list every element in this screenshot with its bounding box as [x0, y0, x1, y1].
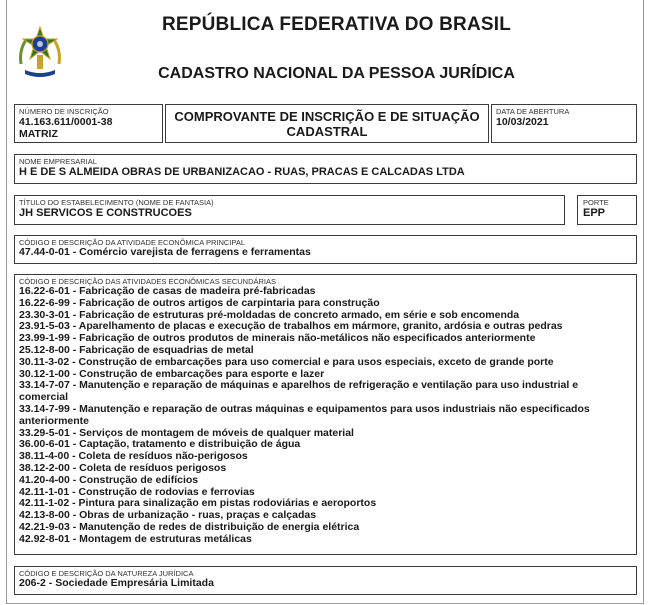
activity-code: 42.21-9-03 — [19, 520, 70, 533]
activity-code: 23.91-5-03 — [19, 320, 70, 333]
atividade-principal-box — [14, 235, 637, 264]
activity-desc: - Aparelhamento de placas e execução de trabalhos em mármore, granito, ardósia e outras pedras — [69, 320, 563, 333]
activity-code: 42.92-8-01 — [19, 532, 70, 545]
atividade-principal-desc: - Comércio varejista de ferragens e ferramentas — [69, 246, 311, 258]
porte-label: PORTE — [583, 198, 609, 207]
activity-desc: - Captação, tratamento e distribuição de água — [69, 438, 301, 451]
activity-code: 30.12-1-00 — [19, 367, 70, 380]
abertura-label: DATA DE ABERTURA — [496, 107, 570, 116]
natureza-juridica-desc: - Sociedade Empresária Limitada — [45, 577, 214, 589]
atividades-secundarias-list — [19, 286, 636, 546]
activity-desc: - Coleta de resíduos não-perigosos — [69, 450, 248, 463]
abertura-box — [491, 104, 637, 143]
natureza-juridica-box — [14, 566, 637, 595]
comprovante-line1: COMPROVANTE DE INSCRIÇÃO E DE SITUAÇÃO — [174, 109, 480, 124]
list-item — [19, 534, 636, 546]
inscricao-tipo: MATRIZ — [19, 128, 58, 140]
activity-code: 41.20-4-00 — [19, 473, 70, 486]
natureza-juridica-line — [19, 578, 636, 590]
atividades-secundarias-label: CÓDIGO E DESCRIÇÃO DAS ATIVIDADES ECONÔMICAS SECUNDÁRIAS — [19, 277, 276, 286]
activity-code: 42.13-8-00 — [19, 509, 70, 522]
activity-desc: - Manutenção de redes de distribuição de energia elétrica — [69, 520, 360, 533]
activity-code: 33.14-7-07 — [19, 379, 70, 392]
header-title: REPÚBLICA FEDERATIVA DO BRASIL — [161, 14, 512, 35]
header-subtitle: CADASTRO NACIONAL DA PESSOA JURÍDICA — [158, 65, 515, 82]
atividade-principal-label: CÓDIGO E DESCRIÇÃO DA ATIVIDADE ECONÔMICA PRINCIPAL — [19, 238, 246, 247]
activity-code: 30.11-3-02 — [19, 355, 70, 368]
list-item — [19, 404, 636, 416]
inscricao-value: 41.163.611/0001-38 — [19, 116, 113, 128]
nome-empresarial-label: NOME EMPRESARIAL — [19, 157, 97, 166]
activity-desc: - Coleta de resíduos perigosos — [69, 461, 227, 474]
activity-desc: - Manutenção e reparação de máquinas e aparelhos de refrigeração e ventilação para uso industrial e — [69, 379, 579, 392]
activity-desc-continuation: comercial — [19, 391, 69, 404]
activity-code: 16.22-6-99 — [19, 296, 70, 309]
fantasia-box — [14, 195, 565, 225]
activity-desc: - Fabricação de outros produtos de minerais não-metálicos não especificados anteriormente — [69, 332, 536, 345]
activity-desc-continuation: anteriormente — [19, 414, 90, 427]
activity-code: 23.99-1-99 — [19, 332, 70, 345]
atividade-principal-code: 47.44-0-01 — [19, 246, 70, 258]
comprovante-box — [165, 104, 489, 143]
activity-code: 33.14-7-99 — [19, 402, 70, 415]
activity-desc: - Pintura para sinalização em pistas rodoviárias e aeroportos — [69, 497, 377, 510]
comprovante-line2: CADASTRAL — [286, 124, 368, 139]
activity-code: 42.11-1-01 — [19, 485, 70, 498]
activity-desc: - Construção de rodovias e ferrovias — [69, 485, 255, 498]
activity-desc: - Fabricação de estruturas pré-moldadas de concreto armado, em série e sob encomenda — [69, 308, 520, 321]
activity-desc: - Construção de embarcações para esporte e lazer — [69, 367, 325, 380]
list-item — [19, 380, 636, 392]
activity-desc: - Serviços de montagem de móveis de qualquer material — [69, 426, 354, 439]
porte-value: EPP — [583, 207, 606, 219]
activity-code: 33.29-5-01 — [19, 426, 70, 439]
natureza-juridica-label: CÓDIGO E DESCRIÇÃO DA NATUREZA JURÍDICA — [19, 569, 194, 578]
activity-desc: - Construção de edifícios — [69, 473, 199, 486]
activity-desc: - Obras de urbanização - ruas, praças e calçadas — [69, 509, 317, 522]
activity-code: 38.12-2-00 — [19, 461, 70, 474]
activity-code: 16.22-6-01 — [19, 285, 70, 297]
nome-empresarial-box — [14, 154, 637, 184]
activity-code: 23.30-3-01 — [19, 308, 70, 321]
fantasia-label: TÍTULO DO ESTABELECIMENTO (NOME DE FANTASIA) — [19, 198, 214, 207]
activity-code: 38.11-4-00 — [19, 450, 70, 463]
atividade-principal-line — [19, 247, 636, 259]
activity-desc: - Montagem de estruturas metálicas — [69, 532, 252, 545]
activity-desc: - Fabricação de casas de madeira pré-fabricadas — [69, 285, 316, 297]
inscricao-label: NÚMERO DE INSCRIÇÃO — [19, 107, 109, 116]
activity-desc: - Fabricação de esquadrias de metal — [69, 343, 254, 356]
atividades-secundarias-box — [14, 274, 637, 555]
activity-desc: - Fabricação de outros artigos de carpintaria para construção — [69, 296, 380, 309]
inscricao-box — [14, 104, 163, 143]
abertura-value: 10/03/2021 — [496, 116, 549, 128]
activity-code: 36.00-6-01 — [19, 438, 70, 451]
activity-desc: - Construção de embarcações para uso comercial e para usos especiais, exceto de grande porte — [69, 355, 554, 368]
nome-empresarial-value: H E DE S ALMEIDA OBRAS DE URBANIZACAO - RUAS, PRACAS E CALCADAS LTDA — [19, 166, 465, 178]
natureza-juridica-code: 206-2 — [19, 577, 46, 589]
activity-code: 42.11-1-02 — [19, 497, 70, 510]
activity-desc: - Manutenção e reparação de outras máquinas e equipamentos para usos industriais não especificados — [69, 402, 590, 415]
activity-code: 25.12-8-00 — [19, 343, 70, 356]
fantasia-value: JH SERVICOS E CONSTRUCOES — [19, 207, 192, 219]
porte-box — [577, 195, 637, 225]
